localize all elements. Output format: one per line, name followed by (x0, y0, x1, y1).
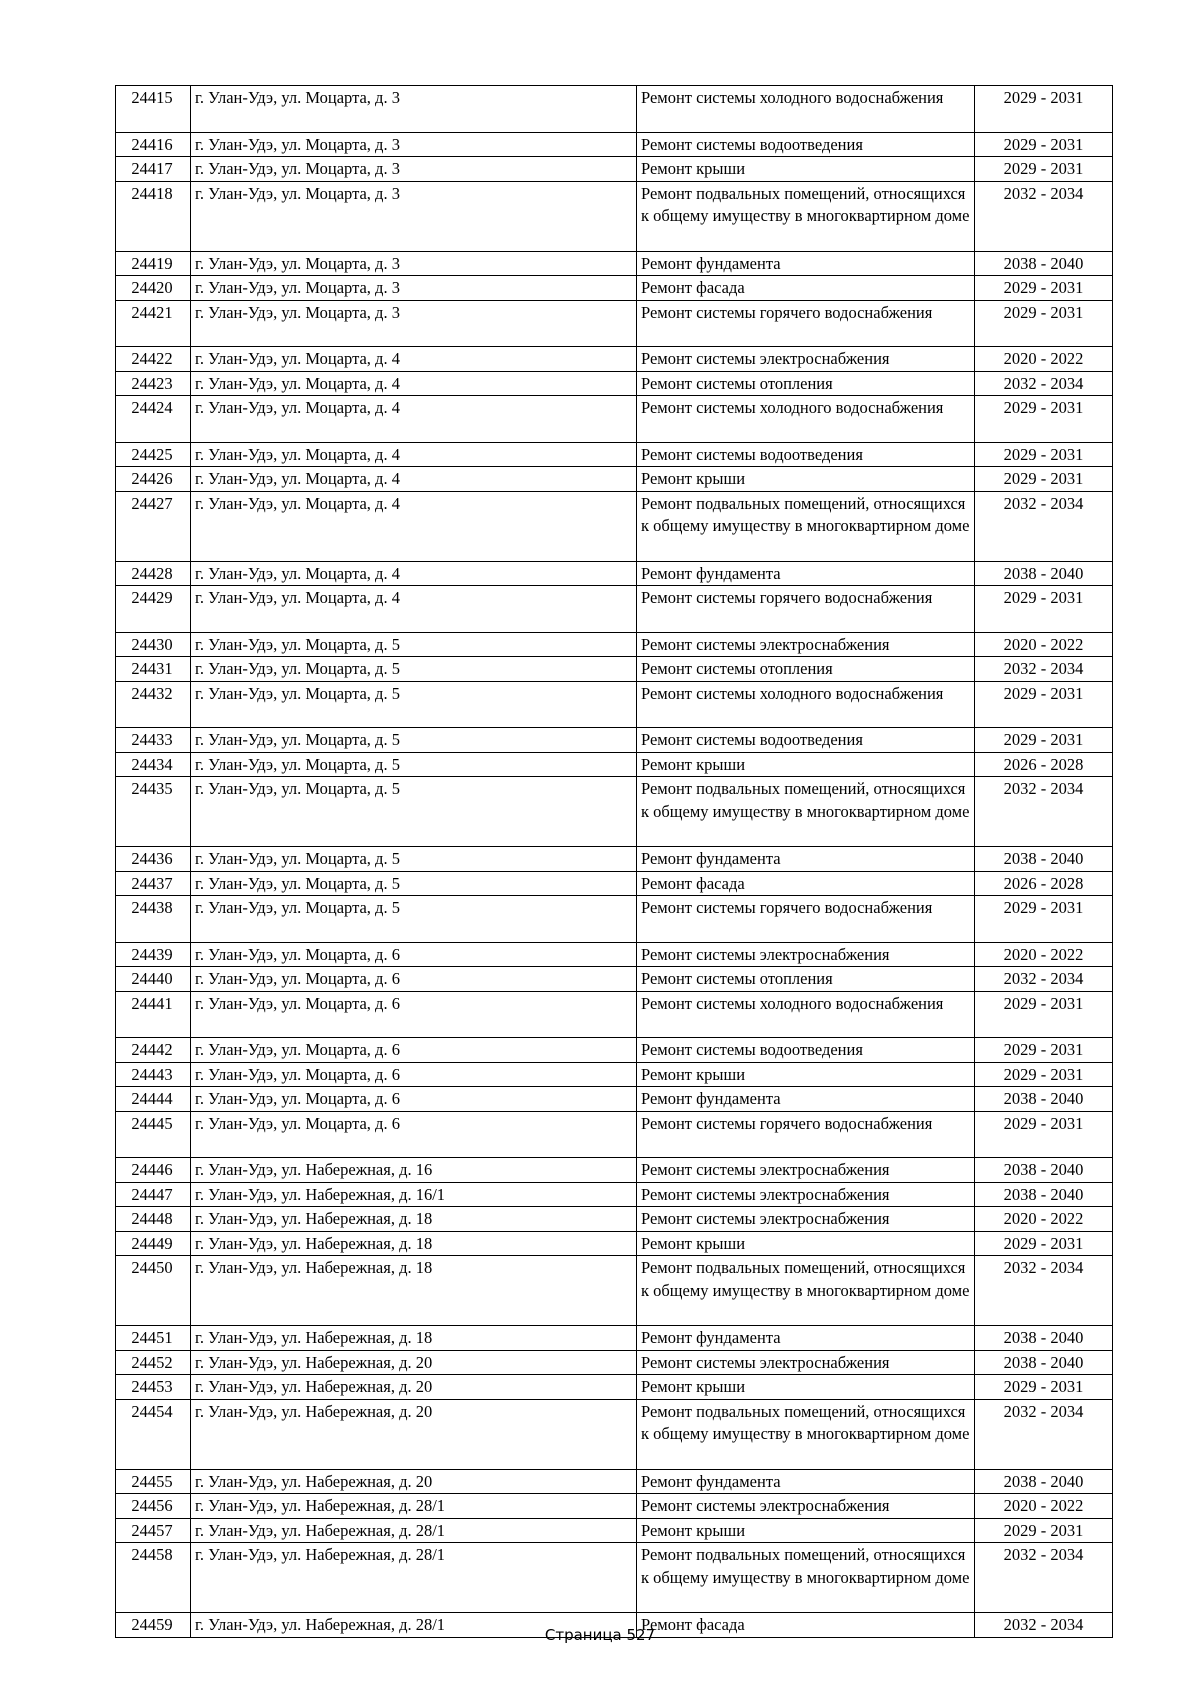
row-number: 24417 (116, 157, 191, 182)
table-row (116, 991, 1113, 1038)
row-address: г. Улан-Удэ, ул. Моцарта, д. 4 (191, 442, 637, 467)
row-address: г. Улан-Удэ, ул. Набережная, д. 28/1 (191, 1494, 637, 1519)
row-period: 2038 - 2040 (975, 251, 1113, 276)
row-period: 2020 - 2022 (975, 347, 1113, 372)
row-number: 24455 (116, 1469, 191, 1494)
table-row (116, 681, 1113, 728)
row-address: г. Улан-Удэ, ул. Набережная, д. 18 (191, 1207, 637, 1232)
row-work-type: Ремонт системы электроснабжения (637, 942, 975, 967)
row-work-type: Ремонт системы водоотведения (637, 1038, 975, 1063)
row-address: г. Улан-Удэ, ул. Моцарта, д. 4 (191, 396, 637, 443)
row-address: г. Улан-Удэ, ул. Набережная, д. 20 (191, 1399, 637, 1469)
row-work-type: Ремонт подвальных помещений, относящихся к общему имуществу в многоквартирном доме (637, 491, 975, 561)
row-period: 2020 - 2022 (975, 1207, 1113, 1232)
row-period: 2029 - 2031 (975, 1111, 1113, 1158)
row-number: 24453 (116, 1375, 191, 1400)
table-row (116, 1062, 1113, 1087)
row-number: 24452 (116, 1350, 191, 1375)
row-period: 2020 - 2022 (975, 942, 1113, 967)
row-number: 24441 (116, 991, 191, 1038)
row-period: 2029 - 2031 (975, 991, 1113, 1038)
row-period: 2029 - 2031 (975, 1518, 1113, 1543)
row-period: 2032 - 2034 (975, 1399, 1113, 1469)
row-period: 2029 - 2031 (975, 442, 1113, 467)
table-row (116, 1087, 1113, 1112)
row-address: г. Улан-Удэ, ул. Моцарта, д. 5 (191, 632, 637, 657)
row-number: 24433 (116, 728, 191, 753)
row-period: 2032 - 2034 (975, 491, 1113, 561)
row-number: 24443 (116, 1062, 191, 1087)
row-address: г. Улан-Удэ, ул. Моцарта, д. 5 (191, 728, 637, 753)
table-row (116, 442, 1113, 467)
table-row (116, 396, 1113, 443)
row-number: 24442 (116, 1038, 191, 1063)
row-work-type: Ремонт системы электроснабжения (637, 632, 975, 657)
row-period: 2029 - 2031 (975, 896, 1113, 943)
row-period: 2026 - 2028 (975, 752, 1113, 777)
row-period: 2038 - 2040 (975, 1350, 1113, 1375)
row-address: г. Улан-Удэ, ул. Моцарта, д. 6 (191, 967, 637, 992)
row-work-type: Ремонт крыши (637, 157, 975, 182)
row-address: г. Улан-Удэ, ул. Моцарта, д. 6 (191, 1062, 637, 1087)
row-work-type: Ремонт системы горячего водоснабжения (637, 300, 975, 347)
row-number: 24444 (116, 1087, 191, 1112)
row-work-type: Ремонт крыши (637, 752, 975, 777)
row-work-type: Ремонт системы электроснабжения (637, 1182, 975, 1207)
row-period: 2029 - 2031 (975, 467, 1113, 492)
row-address: г. Улан-Удэ, ул. Моцарта, д. 3 (191, 157, 637, 182)
row-address: г. Улан-Удэ, ул. Моцарта, д. 4 (191, 561, 637, 586)
row-period: 2032 - 2034 (975, 1543, 1113, 1613)
row-number: 24440 (116, 967, 191, 992)
row-number: 24418 (116, 181, 191, 251)
row-work-type: Ремонт системы водоотведения (637, 442, 975, 467)
row-address: г. Улан-Удэ, ул. Моцарта, д. 6 (191, 1087, 637, 1112)
row-period: 2038 - 2040 (975, 1087, 1113, 1112)
row-number: 24436 (116, 847, 191, 872)
row-period: 2038 - 2040 (975, 1158, 1113, 1183)
row-number: 24437 (116, 871, 191, 896)
row-address: г. Улан-Удэ, ул. Набережная, д. 28/1 (191, 1613, 637, 1638)
row-work-type: Ремонт системы горячего водоснабжения (637, 586, 975, 633)
row-address: г. Улан-Удэ, ул. Моцарта, д. 5 (191, 847, 637, 872)
row-number: 24438 (116, 896, 191, 943)
row-period: 2032 - 2034 (975, 371, 1113, 396)
row-work-type: Ремонт системы холодного водоснабжения (637, 86, 975, 133)
row-number: 24446 (116, 1158, 191, 1183)
row-number: 24419 (116, 251, 191, 276)
row-address: г. Улан-Удэ, ул. Моцарта, д. 6 (191, 1111, 637, 1158)
row-address: г. Улан-Удэ, ул. Набережная, д. 20 (191, 1469, 637, 1494)
row-work-type: Ремонт системы водоотведения (637, 728, 975, 753)
row-period: 2032 - 2034 (975, 657, 1113, 682)
row-period: 2029 - 2031 (975, 300, 1113, 347)
table-row (116, 276, 1113, 301)
row-number: 24422 (116, 347, 191, 372)
row-period: 2029 - 2031 (975, 1231, 1113, 1256)
row-period: 2038 - 2040 (975, 1469, 1113, 1494)
table-row (116, 467, 1113, 492)
table-row (116, 728, 1113, 753)
row-address: г. Улан-Удэ, ул. Набережная, д. 18 (191, 1256, 637, 1326)
table-row (116, 632, 1113, 657)
capital-repair-table (115, 85, 1113, 1638)
row-number: 24454 (116, 1399, 191, 1469)
row-number: 24448 (116, 1207, 191, 1232)
row-period: 2032 - 2034 (975, 1613, 1113, 1638)
row-number: 24425 (116, 442, 191, 467)
row-period: 2029 - 2031 (975, 1038, 1113, 1063)
row-number: 24447 (116, 1182, 191, 1207)
row-address: г. Улан-Удэ, ул. Моцарта, д. 3 (191, 276, 637, 301)
row-period: 2038 - 2040 (975, 561, 1113, 586)
row-number: 24420 (116, 276, 191, 301)
row-period: 2020 - 2022 (975, 632, 1113, 657)
row-work-type: Ремонт системы электроснабжения (637, 1350, 975, 1375)
row-work-type: Ремонт системы холодного водоснабжения (637, 681, 975, 728)
table-row (116, 1494, 1113, 1519)
row-period: 2020 - 2022 (975, 1494, 1113, 1519)
row-number: 24449 (116, 1231, 191, 1256)
row-address: г. Улан-Удэ, ул. Моцарта, д. 5 (191, 896, 637, 943)
row-address: г. Улан-Удэ, ул. Набережная, д. 16 (191, 1158, 637, 1183)
row-work-type: Ремонт фундамента (637, 561, 975, 586)
row-period: 2032 - 2034 (975, 1256, 1113, 1326)
row-number: 24459 (116, 1613, 191, 1638)
table-row (116, 181, 1113, 251)
row-work-type: Ремонт крыши (637, 1231, 975, 1256)
row-address: г. Улан-Удэ, ул. Моцарта, д. 4 (191, 347, 637, 372)
row-work-type: Ремонт системы электроснабжения (637, 1494, 975, 1519)
row-work-type: Ремонт системы отопления (637, 371, 975, 396)
table-row (116, 1231, 1113, 1256)
row-address: г. Улан-Удэ, ул. Набережная, д. 18 (191, 1326, 637, 1351)
row-address: г. Улан-Удэ, ул. Моцарта, д. 4 (191, 586, 637, 633)
row-work-type: Ремонт подвальных помещений, относящихся к общему имуществу в многоквартирном доме (637, 777, 975, 847)
table-row (116, 896, 1113, 943)
row-address: г. Улан-Удэ, ул. Набережная, д. 16/1 (191, 1182, 637, 1207)
row-period: 2038 - 2040 (975, 1326, 1113, 1351)
row-work-type: Ремонт фасада (637, 276, 975, 301)
row-number: 24426 (116, 467, 191, 492)
row-work-type: Ремонт системы водоотведения (637, 132, 975, 157)
table-row (116, 586, 1113, 633)
table-row (116, 1256, 1113, 1326)
row-work-type: Ремонт системы отопления (637, 657, 975, 682)
row-period: 2029 - 2031 (975, 586, 1113, 633)
row-period: 2029 - 2031 (975, 132, 1113, 157)
row-period: 2029 - 2031 (975, 396, 1113, 443)
row-period: 2032 - 2034 (975, 777, 1113, 847)
table-row (116, 1350, 1113, 1375)
row-address: г. Улан-Удэ, ул. Моцарта, д. 3 (191, 181, 637, 251)
row-period: 2029 - 2031 (975, 1062, 1113, 1087)
table-row (116, 1158, 1113, 1183)
table-row (116, 1469, 1113, 1494)
row-work-type: Ремонт подвальных помещений, относящихся к общему имуществу в многоквартирном доме (637, 1399, 975, 1469)
table-row (116, 491, 1113, 561)
row-period: 2029 - 2031 (975, 276, 1113, 301)
row-period: 2032 - 2034 (975, 181, 1113, 251)
row-address: г. Улан-Удэ, ул. Моцарта, д. 4 (191, 371, 637, 396)
row-work-type: Ремонт системы горячего водоснабжения (637, 896, 975, 943)
table-row (116, 657, 1113, 682)
table-row (116, 1038, 1113, 1063)
row-address: г. Улан-Удэ, ул. Моцарта, д. 3 (191, 86, 637, 133)
page-number: Страница 527 (544, 1626, 656, 1644)
row-period: 2026 - 2028 (975, 871, 1113, 896)
table-row (116, 1326, 1113, 1351)
row-work-type: Ремонт подвальных помещений, относящихся к общему имуществу в многоквартирном доме (637, 181, 975, 251)
row-address: г. Улан-Удэ, ул. Моцарта, д. 3 (191, 300, 637, 347)
row-number: 24435 (116, 777, 191, 847)
table-row (116, 1207, 1113, 1232)
row-work-type: Ремонт системы отопления (637, 967, 975, 992)
row-address: г. Улан-Удэ, ул. Моцарта, д. 5 (191, 777, 637, 847)
table-row (116, 752, 1113, 777)
row-address: г. Улан-Удэ, ул. Моцарта, д. 5 (191, 752, 637, 777)
row-address: г. Улан-Удэ, ул. Набережная, д. 28/1 (191, 1518, 637, 1543)
table-row (116, 847, 1113, 872)
row-address: г. Улан-Удэ, ул. Моцарта, д. 3 (191, 251, 637, 276)
row-number: 24456 (116, 1494, 191, 1519)
row-address: г. Улан-Удэ, ул. Моцарта, д. 5 (191, 657, 637, 682)
row-address: г. Улан-Удэ, ул. Моцарта, д. 5 (191, 681, 637, 728)
table-row (116, 777, 1113, 847)
row-work-type: Ремонт фундамента (637, 1469, 975, 1494)
row-period: 2032 - 2034 (975, 967, 1113, 992)
row-work-type: Ремонт системы электроснабжения (637, 347, 975, 372)
table-row (116, 561, 1113, 586)
row-number: 24431 (116, 657, 191, 682)
row-work-type: Ремонт системы холодного водоснабжения (637, 991, 975, 1038)
row-number: 24430 (116, 632, 191, 657)
row-work-type: Ремонт подвальных помещений, относящихся к общему имуществу в многоквартирном доме (637, 1256, 975, 1326)
row-period: 2029 - 2031 (975, 86, 1113, 133)
row-work-type: Ремонт системы электроснабжения (637, 1158, 975, 1183)
row-work-type: Ремонт фундамента (637, 1087, 975, 1112)
table-row (116, 251, 1113, 276)
row-address: г. Улан-Удэ, ул. Набережная, д. 28/1 (191, 1543, 637, 1613)
table-row (116, 1543, 1113, 1613)
table-row (116, 1375, 1113, 1400)
row-work-type: Ремонт крыши (637, 1518, 975, 1543)
row-number: 24432 (116, 681, 191, 728)
row-address: г. Улан-Удэ, ул. Моцарта, д. 6 (191, 991, 637, 1038)
row-number: 24457 (116, 1518, 191, 1543)
row-period: 2038 - 2040 (975, 1182, 1113, 1207)
row-number: 24450 (116, 1256, 191, 1326)
row-address: г. Улан-Удэ, ул. Набережная, д. 20 (191, 1375, 637, 1400)
table-row (116, 967, 1113, 992)
row-number: 24424 (116, 396, 191, 443)
row-work-type: Ремонт крыши (637, 1062, 975, 1087)
row-work-type: Ремонт системы горячего водоснабжения (637, 1111, 975, 1158)
table-row (116, 1518, 1113, 1543)
row-number: 24421 (116, 300, 191, 347)
row-number: 24416 (116, 132, 191, 157)
table-row (116, 157, 1113, 182)
row-work-type: Ремонт подвальных помещений, относящихся к общему имуществу в многоквартирном доме (637, 1543, 975, 1613)
row-work-type: Ремонт фундамента (637, 1326, 975, 1351)
row-address: г. Улан-Удэ, ул. Моцарта, д. 6 (191, 942, 637, 967)
row-address: г. Улан-Удэ, ул. Моцарта, д. 5 (191, 871, 637, 896)
row-address: г. Улан-Удэ, ул. Моцарта, д. 4 (191, 467, 637, 492)
row-work-type: Ремонт системы холодного водоснабжения (637, 396, 975, 443)
row-work-type: Ремонт фасада (637, 871, 975, 896)
row-address: г. Улан-Удэ, ул. Моцарта, д. 3 (191, 132, 637, 157)
row-work-type: Ремонт системы электроснабжения (637, 1207, 975, 1232)
row-number: 24428 (116, 561, 191, 586)
row-number: 24423 (116, 371, 191, 396)
row-work-type: Ремонт фасада (637, 1613, 975, 1638)
table-row (116, 300, 1113, 347)
table-row (116, 132, 1113, 157)
row-address: г. Улан-Удэ, ул. Набережная, д. 20 (191, 1350, 637, 1375)
row-number: 24415 (116, 86, 191, 133)
row-address: г. Улан-Удэ, ул. Моцарта, д. 6 (191, 1038, 637, 1063)
table-body (116, 86, 1113, 1638)
table-row (116, 347, 1113, 372)
row-number: 24451 (116, 1326, 191, 1351)
row-address: г. Улан-Удэ, ул. Моцарта, д. 4 (191, 491, 637, 561)
row-number: 24458 (116, 1543, 191, 1613)
row-period: 2029 - 2031 (975, 157, 1113, 182)
table-row (116, 871, 1113, 896)
table-row (116, 1182, 1113, 1207)
table-row (116, 1111, 1113, 1158)
table-row (116, 371, 1113, 396)
row-work-type: Ремонт крыши (637, 467, 975, 492)
row-number: 24445 (116, 1111, 191, 1158)
row-period: 2029 - 2031 (975, 728, 1113, 753)
row-number: 24429 (116, 586, 191, 633)
row-period: 2029 - 2031 (975, 1375, 1113, 1400)
table-row (116, 942, 1113, 967)
row-address: г. Улан-Удэ, ул. Набережная, д. 18 (191, 1231, 637, 1256)
row-work-type: Ремонт фундамента (637, 847, 975, 872)
row-number: 24439 (116, 942, 191, 967)
table-row (116, 1399, 1113, 1469)
row-work-type: Ремонт крыши (637, 1375, 975, 1400)
row-number: 24434 (116, 752, 191, 777)
table-row (116, 86, 1113, 133)
row-period: 2038 - 2040 (975, 847, 1113, 872)
row-period: 2029 - 2031 (975, 681, 1113, 728)
row-work-type: Ремонт фундамента (637, 251, 975, 276)
row-number: 24427 (116, 491, 191, 561)
